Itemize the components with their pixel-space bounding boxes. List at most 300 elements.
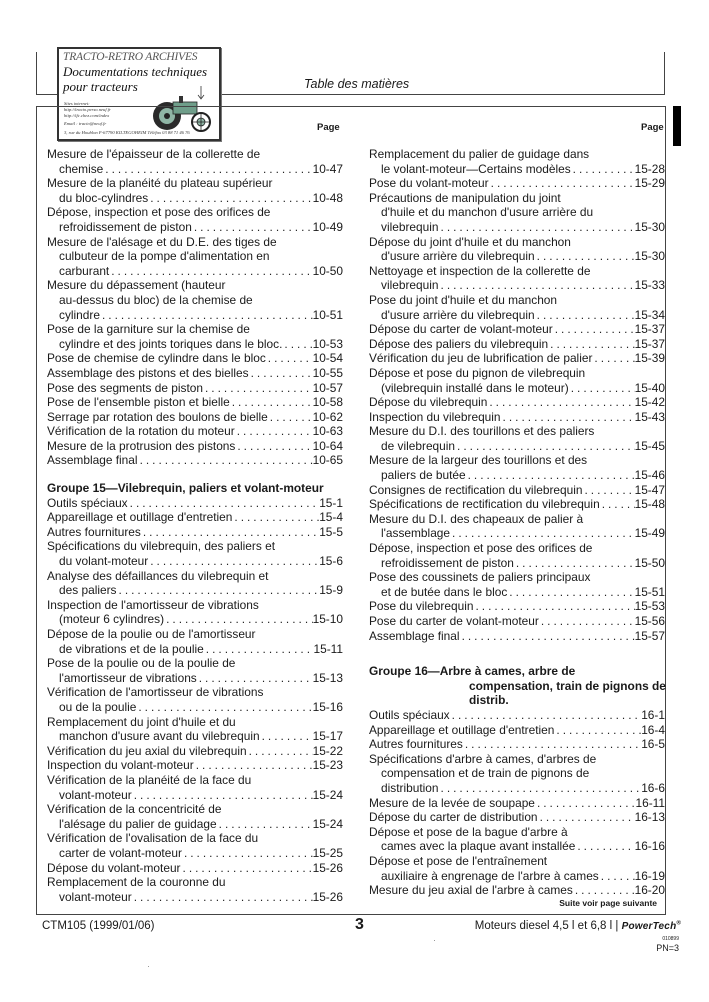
toc-page-number: 15-42	[634, 395, 665, 410]
toc-entry-line	[369, 176, 665, 191]
toc-entry-text: chemise	[59, 161, 104, 176]
section-thumb-tab	[673, 106, 681, 146]
toc-entry[interactable]	[369, 883, 665, 898]
toc-entry[interactable]	[47, 685, 343, 714]
toc-entry-text: Vérification du jeu de lubrification de palier	[369, 351, 593, 366]
toc-entry-line	[369, 526, 665, 541]
toc-entry-line	[47, 875, 343, 890]
toc-entry-text: Spécifications d'arbre à cames, d'arbres de	[369, 751, 597, 766]
toc-page-number: 16-1	[641, 707, 665, 722]
dot-leader	[103, 162, 312, 177]
toc-entry[interactable]	[369, 512, 665, 541]
toc-page-number: 10-58	[312, 395, 343, 410]
toc-page-number: 10-64	[312, 438, 343, 453]
dot-leader	[439, 220, 635, 235]
toc-entry[interactable]	[369, 337, 665, 352]
toc-entry-line	[369, 483, 665, 498]
toc-entry-line	[369, 796, 665, 811]
brand-name: PowerTech	[621, 921, 677, 932]
toc-page-number: 16-6	[641, 780, 665, 795]
toc-page-number: 16-19	[634, 868, 665, 883]
toc-entry[interactable]	[47, 539, 343, 568]
toc-entry-text: auxiliaire à engrenage de l'arbre à cames	[381, 868, 599, 883]
toc-entry[interactable]	[369, 264, 665, 293]
toc-entry[interactable]	[369, 147, 665, 176]
toc-entry[interactable]	[47, 322, 343, 351]
toc-entry-line	[47, 554, 343, 569]
logo-site-1: http://tracto.perso.neuf.fr	[64, 107, 111, 112]
toc-page-number: 10-49	[312, 219, 343, 234]
toc-entry[interactable]	[47, 715, 343, 744]
toc-page-number: 15-45	[634, 438, 665, 453]
toc-entry-text: distribution	[381, 780, 439, 795]
toc-entry-text: cylindre	[59, 307, 100, 322]
toc-entry-line	[369, 366, 665, 381]
toc-entry[interactable]	[369, 796, 665, 811]
toc-entry-text: manchon d'usure avant du vilebrequin	[59, 729, 260, 744]
dot-leader	[203, 381, 313, 396]
toc-entry-text: l'assemblage	[381, 526, 451, 541]
toc-entry-line	[47, 235, 343, 250]
toc-entry[interactable]	[47, 424, 343, 439]
toc-entry-line	[47, 612, 343, 627]
toc-entry-line	[369, 337, 665, 352]
toc-entry-text: Pose des coussinets de paliers principaux	[369, 570, 591, 585]
toc-entry-text: Dépose et pose de l'entraînement	[369, 853, 548, 868]
toc-entry-text: carter de volant-moteur	[59, 845, 182, 860]
toc-entry[interactable]	[369, 235, 665, 264]
toc-group16-list	[369, 708, 665, 898]
toc-entry[interactable]	[47, 510, 343, 525]
toc-page-number: 15-17	[312, 729, 343, 744]
toc-entry-line	[47, 395, 343, 410]
toc-entry-line	[369, 293, 665, 308]
dot-leader	[109, 264, 312, 279]
toc-entry[interactable]	[369, 599, 665, 614]
toc-entry-line	[47, 162, 343, 177]
toc-entry-line	[47, 525, 343, 540]
toc-entry-line	[369, 424, 665, 439]
toc-entry-line	[47, 191, 343, 206]
toc-entry-line	[47, 642, 343, 657]
toc-page-number: 15-11	[313, 641, 343, 656]
toc-page-number: 10-63	[312, 424, 343, 439]
toc-entry-text: Dépose du volant-moteur	[47, 860, 181, 875]
toc-entry[interactable]	[369, 614, 665, 629]
toc-entry[interactable]	[369, 293, 665, 322]
toc-entry-text: Vérification du jeu axial du vilebrequin	[47, 743, 247, 758]
dot-leader	[439, 278, 635, 293]
toc-entry-line	[369, 854, 665, 869]
toc-entry-text: au-dessus du bloc) de la chemise de	[59, 292, 253, 307]
toc-entry-line	[47, 656, 343, 671]
brand-logo	[622, 921, 681, 932]
logo-address: 3, rue du Houblon F-67790 KILTEGOHEIM Téléfax 03 88 71 46 76	[64, 130, 190, 135]
toc-entry-line	[47, 831, 343, 846]
toc-entry-text: Pose du vilebrequin	[369, 599, 474, 614]
toc-entry-line	[47, 308, 343, 323]
toc-entry-text: volant-moteur	[59, 889, 132, 904]
toc-entry-text: Mesure de la planéité du plateau supérieur	[47, 176, 273, 191]
dot-leader	[535, 796, 636, 811]
toc-entry-text: Outils spéciaux	[369, 707, 450, 722]
toc-entry[interactable]	[47, 627, 343, 656]
toc-entry-line	[47, 351, 343, 366]
toc-entry-line	[369, 585, 665, 600]
dot-leader	[507, 585, 634, 600]
toc-page-number: 15-50	[634, 555, 665, 570]
toc-entry-line	[47, 205, 343, 220]
toc-entry[interactable]	[47, 773, 343, 802]
toc-entry[interactable]	[369, 351, 665, 366]
toc-page-number: 15-23	[312, 758, 343, 773]
toc-entry-text: Outils spéciaux	[47, 495, 128, 510]
toc-page-number: 15-39	[634, 351, 665, 366]
dot-leader	[592, 351, 634, 366]
toc-page-number: 16-11	[635, 795, 665, 810]
toc-entry-text: Mesure du dépassement (hauteur	[47, 278, 226, 293]
dot-leader	[266, 351, 313, 366]
dot-leader	[268, 410, 313, 425]
dot-leader	[573, 883, 635, 898]
toc-entry-text: Spécifications de rectification du vilebrequin	[369, 497, 600, 512]
toc-entry-text: Dépose, inspection et pose des orifices de	[369, 541, 593, 556]
toc-page-number: 15-26	[312, 860, 343, 875]
toc-entry[interactable]	[369, 629, 665, 644]
dot-leader	[539, 614, 635, 629]
toc-entry[interactable]	[47, 802, 343, 831]
group-15-title-text: Groupe 15—Vilebrequin, paliers et volant-moteur	[47, 481, 324, 496]
toc-entry-text: ou de la poulie	[59, 699, 137, 714]
toc-entry-line	[47, 846, 343, 861]
toc-entry-text: de vilebrequin	[381, 438, 456, 453]
toc-entry-text: Assemblage final	[47, 453, 138, 468]
dot-leader	[181, 861, 313, 876]
toc-entry-line	[369, 308, 665, 323]
group-16-title-line: Groupe 16—Arbre à cames, arbre de	[369, 664, 576, 679]
toc-entry[interactable]	[47, 351, 343, 366]
dot-leader	[247, 744, 313, 759]
toc-entry-text: Remplacement du palier de guidage dans	[369, 147, 590, 161]
toc-entry-text: vilebrequin	[381, 219, 439, 234]
toc-entry-text: Appareillage et outillage d'entretien	[369, 722, 555, 737]
dot-leader	[182, 846, 313, 861]
dot-leader	[473, 599, 634, 614]
toc-entry-text: Inspection de l'amortisseur de vibrations	[47, 597, 259, 612]
toc-page-number: 15-28	[634, 161, 665, 176]
toc-entry[interactable]	[47, 410, 343, 425]
scan-speck	[434, 940, 435, 941]
footer-title-text: Moteurs diesel 4,5 l et 6,8 l	[474, 920, 613, 932]
toc-page-number: 15-5	[319, 524, 343, 539]
toc-entry-line	[369, 147, 665, 162]
footer-code: 010899	[662, 936, 679, 942]
toc-page-number: 15-46	[634, 468, 665, 483]
toc-entry-line	[47, 802, 343, 817]
toc-entry[interactable]	[369, 570, 665, 599]
toc-entry-line	[47, 715, 343, 730]
toc-entry-line	[369, 512, 665, 527]
toc-entry[interactable]	[369, 708, 665, 723]
toc-entry-line	[369, 497, 665, 512]
toc-entry[interactable]	[47, 278, 343, 322]
dot-leader	[192, 220, 313, 235]
dot-leader	[569, 381, 635, 396]
logo-sites-label: Sites internet:	[64, 101, 90, 106]
toc-entry[interactable]	[47, 381, 343, 396]
toc-entry-line	[369, 264, 665, 279]
toc-entry-line	[47, 729, 343, 744]
toc-entry-line	[369, 825, 665, 840]
group-16-title-line: distrib.	[469, 693, 509, 708]
footer-manual-title	[475, 920, 681, 932]
toc-entry[interactable]	[47, 366, 343, 381]
toc-entry-text: Dépose du joint d'huile et du manchon	[369, 234, 571, 249]
toc-page-number: 15-4	[319, 510, 343, 525]
toc-entry-line	[369, 723, 665, 738]
toc-entry-line	[47, 366, 343, 381]
continued-note: Suite voir page suivante	[559, 898, 657, 908]
toc-entry-text: (vilebrequin installé dans le moteur)	[381, 380, 569, 395]
toc-page-number: 15-30	[634, 219, 665, 234]
toc-entry-line	[369, 737, 665, 752]
toc-entry[interactable]	[369, 825, 665, 854]
toc-page-number: 16-13	[634, 810, 665, 825]
toc-page-number: 10-51	[312, 307, 343, 322]
toc-page-number: 15-1	[319, 495, 343, 510]
toc-entry[interactable]	[47, 453, 343, 468]
toc-entry[interactable]	[47, 176, 343, 205]
toc-page-number: 10-53	[312, 336, 343, 351]
toc-entry[interactable]	[369, 410, 665, 425]
toc-entry-line	[47, 817, 343, 832]
toc-entry[interactable]	[369, 176, 665, 191]
logo-subtitle-line1: Documentations techniques	[63, 64, 208, 79]
dot-leader	[249, 366, 313, 381]
toc-entry[interactable]	[369, 723, 665, 738]
toc-entry-line	[47, 249, 343, 264]
logo-subtitle-line2: pour tracteurs	[63, 79, 138, 94]
dot-leader	[535, 249, 635, 264]
toc-entry[interactable]	[369, 366, 665, 395]
toc-entry-text: Vérification de l'ovalisation de la face du	[47, 831, 259, 846]
toc-entry[interactable]	[369, 752, 665, 796]
toc-entry[interactable]	[47, 147, 343, 176]
dot-leader	[230, 395, 313, 410]
toc-entry-text: Autres fournitures	[369, 737, 463, 752]
toc-entry[interactable]	[369, 737, 665, 752]
toc-entry[interactable]	[47, 395, 343, 410]
toc-entry-line	[47, 147, 343, 162]
toc-entry-line	[47, 381, 343, 396]
toc-page-number: 15-25	[312, 845, 343, 860]
toc-entry-text: Pose du joint d'huile et du manchon	[369, 292, 558, 307]
toc-entry-text: Dépose des paliers du vilebrequin	[369, 336, 549, 351]
toc-entry[interactable]	[369, 453, 665, 482]
dot-leader	[117, 583, 320, 598]
toc-entry[interactable]	[369, 191, 665, 235]
toc-entry-text: Mesure de la levée de soupape	[369, 795, 535, 810]
toc-entry[interactable]	[369, 497, 665, 512]
dot-leader	[463, 737, 641, 752]
dot-leader	[535, 308, 635, 323]
toc-entry-line	[369, 249, 665, 264]
toc-entry-line	[369, 752, 665, 767]
toc-left-column	[47, 147, 343, 904]
toc-entry[interactable]	[47, 205, 343, 234]
dot-leader	[132, 788, 313, 803]
dot-leader	[514, 556, 635, 571]
dot-leader	[450, 708, 642, 723]
toc-entry[interactable]	[47, 744, 343, 759]
toc-entry[interactable]	[369, 810, 665, 825]
toc-page-number: 15-26	[312, 889, 343, 904]
toc-entry[interactable]	[47, 598, 343, 627]
toc-page-number: 10-62	[312, 409, 343, 424]
toc-page-number: 10-50	[312, 263, 343, 278]
group-16-title-line: compensation, train de pignons de	[469, 678, 666, 693]
toc-entry-text: le volant-moteur—Certains modèles	[381, 161, 571, 176]
toc-entry[interactable]	[47, 525, 343, 540]
toc-entry-text: Dépose du carter de volant-moteur	[369, 322, 553, 337]
toc-entry-line	[47, 583, 343, 598]
toc-entry[interactable]	[369, 854, 665, 883]
toc-entry-line	[369, 570, 665, 585]
toc-page-number: 15-37	[634, 322, 665, 337]
toc-entry-text: Pose du carter de volant-moteur	[369, 614, 539, 628]
toc-entry-line	[369, 381, 665, 396]
toc-entry-line	[47, 773, 343, 788]
toc-entry-text: Dépose de la poulie ou de l'amortisseur	[47, 627, 256, 641]
dot-leader	[460, 629, 635, 644]
toc-entry-line	[47, 627, 343, 642]
toc-entry[interactable]	[47, 235, 343, 279]
footer-pn: PN=3	[656, 943, 679, 953]
toc-entry-line	[47, 598, 343, 613]
dot-leader	[148, 554, 319, 569]
toc-page-number: 15-16	[312, 699, 343, 714]
dot-leader	[599, 869, 635, 884]
toc-entry-text: Consignes de rectification du vilebrequin	[369, 482, 583, 497]
toc-entry[interactable]	[47, 439, 343, 454]
toc-entry-text: Mesure du jeu axial de l'arbre à cames	[369, 883, 573, 898]
toc-entry[interactable]	[47, 831, 343, 860]
toc-entry-text: Mesure de la largeur des tourillons et des	[369, 453, 588, 468]
dot-leader	[164, 612, 313, 627]
dot-leader	[128, 496, 320, 511]
toc-page-number: 15-53	[634, 599, 665, 614]
dot-leader	[136, 700, 312, 715]
toc-page-number: 15-29	[634, 176, 665, 191]
toc-page-number: 15-56	[634, 614, 665, 628]
toc-entry-line	[47, 220, 343, 235]
toc-entry[interactable]	[47, 656, 343, 685]
toc-entry-text: culbuteur de la pompe d'alimentation en	[59, 249, 270, 264]
toc-entry-line	[369, 883, 665, 898]
toc-entry[interactable]	[369, 541, 665, 570]
toc-entry-line	[47, 861, 343, 876]
footer-separator: |	[615, 920, 622, 932]
dot-leader	[260, 729, 313, 744]
toc-entry-line	[369, 839, 665, 854]
toc-entry-text: Pose des segments de piston	[47, 380, 203, 395]
toc-entry-text: Vérification de la concentricité de	[47, 802, 222, 817]
dot-leader	[600, 497, 635, 512]
toc-entry-text: Dépose du carter de distribution	[369, 810, 538, 825]
toc-entry-text: Vérification de l'amortisseur de vibrations	[47, 685, 264, 700]
toc-entry-text: l'amortisseur de vibrations	[59, 670, 197, 685]
toc-entry-text: Précautions de manipulation du joint	[369, 190, 561, 205]
toc-entry-text: Dépose, inspection et pose des orifices de	[47, 205, 271, 220]
dot-leader	[141, 525, 319, 540]
toc-entry-line	[47, 569, 343, 584]
toc-page-number: 15-57	[634, 628, 665, 643]
toc-page-number: 10-55	[312, 365, 343, 380]
toc-entry-text: cames avec la plaque avant installée	[381, 839, 576, 854]
toc-entry-line	[47, 410, 343, 425]
toc-entry-text: d'huile et du manchon d'usure arrière du	[381, 205, 594, 220]
toc-entry-line	[369, 810, 665, 825]
toc-entry-line	[369, 439, 665, 454]
toc-page-number: 15-6	[319, 554, 343, 569]
toc-entry[interactable]	[369, 322, 665, 337]
toc-entry-text: des paliers	[59, 583, 117, 598]
page-column-header-left: Page	[317, 122, 340, 133]
scan-speck	[148, 966, 149, 967]
toc-entry-text: (moteur 6 cylindres)	[59, 612, 165, 627]
toc-page-number: 16-5	[641, 737, 665, 752]
toc-entry-line	[369, 468, 665, 483]
toc-entry-line	[47, 278, 343, 293]
toc-entry-line	[369, 322, 665, 337]
toc-entry[interactable]	[369, 395, 665, 410]
footer-doc-reference: CTM105 (1999/01/06)	[42, 920, 155, 932]
dot-leader	[553, 322, 635, 337]
toc-entry[interactable]	[47, 861, 343, 876]
toc-entry-line	[369, 614, 665, 629]
toc-entry-line	[47, 744, 343, 759]
toc-page-number: 15-47	[634, 482, 665, 497]
toc-entry-line	[369, 395, 665, 410]
toc-entry[interactable]	[47, 758, 343, 773]
toc-page-number: 10-48	[312, 190, 343, 205]
toc-entry-line	[47, 293, 343, 308]
toc-page-number: 15-24	[312, 787, 343, 802]
toc-entry-text: Pose de la garniture sur la chemise de	[47, 322, 250, 337]
toc-entry-text: Dépose et pose du pignon de vilebrequin	[369, 365, 586, 380]
toc-entry[interactable]	[47, 875, 343, 904]
toc-entry-line	[369, 599, 665, 614]
toc-entry-line	[47, 671, 343, 686]
toc-group15-continued-list	[369, 147, 665, 643]
toc-entry-text: l'alésage du palier de guidage	[59, 816, 217, 831]
toc-entry-text: carburant	[59, 263, 110, 278]
dot-leader	[217, 817, 313, 832]
dot-leader	[204, 642, 314, 657]
toc-page-number: 15-22	[312, 743, 343, 758]
toc-entry[interactable]	[47, 569, 343, 598]
toc-entry-line	[47, 424, 343, 439]
toc-entry[interactable]	[47, 496, 343, 511]
dot-leader	[571, 162, 635, 177]
toc-entry-text: vilebrequin	[381, 278, 439, 293]
toc-entry-text: Pose de chemise de cylindre dans le bloc	[47, 351, 266, 366]
toc-entry-line	[47, 890, 343, 905]
toc-entry[interactable]	[369, 424, 665, 453]
dot-leader	[132, 890, 313, 905]
toc-entry[interactable]	[369, 483, 665, 498]
toc-entry-text: Appareillage et outillage d'entretien	[47, 510, 233, 525]
